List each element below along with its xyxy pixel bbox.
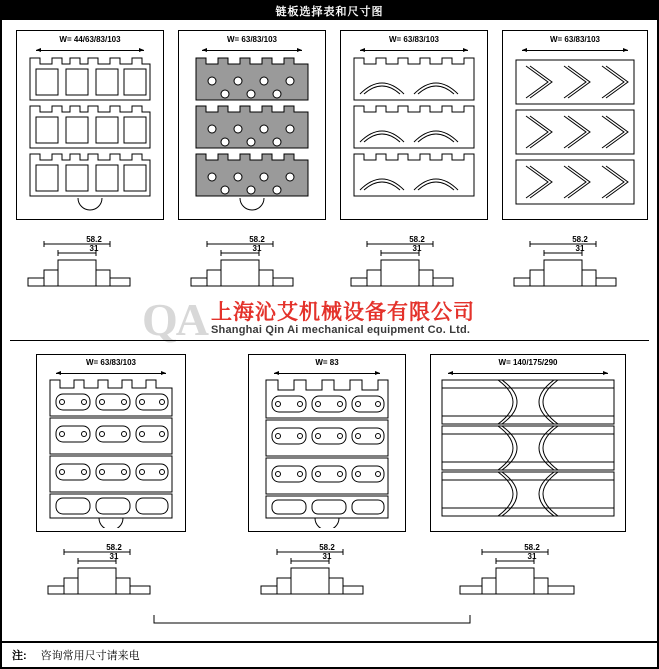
mid-divider	[10, 340, 649, 341]
section-7-inner-dim: 31	[527, 552, 537, 561]
note-bar	[2, 641, 657, 667]
logo-company-en: Shanghai Qin Ai mechanical equipment Co. Ltd.	[211, 324, 471, 337]
logo-company-cn: 上海沁艾机械设备有限公司	[211, 301, 475, 325]
section-6-outer-dim: 58.2	[319, 543, 335, 552]
panel-7-width-label: W= 140/175/290	[498, 358, 558, 367]
chain-drawing-4	[512, 54, 638, 212]
panel-5-width-label: W= 63/83/103	[85, 358, 137, 367]
group-brace	[152, 614, 472, 626]
section-1-inner-dim: 31	[89, 244, 99, 253]
section-1-outer-dim: 58.2	[86, 235, 102, 244]
section-5-outer-dim: 58.2	[106, 543, 122, 552]
section-2-inner-dim: 31	[252, 244, 262, 253]
section-4-outer-dim: 58.2	[572, 235, 588, 244]
panel-3-width-label: W= 63/83/103	[388, 35, 440, 44]
panel-6-width-label: W= 83	[315, 358, 339, 367]
section-5-inner-dim: 31	[109, 552, 119, 561]
section-2-outer-dim: 58.2	[249, 235, 265, 244]
page-title	[2, 2, 657, 20]
chain-drawing-1	[26, 54, 154, 212]
section-3-inner-dim: 31	[412, 244, 422, 253]
page-title-text: 链板选择表和尺寸图	[275, 6, 384, 18]
section-6-inner-dim: 31	[322, 552, 332, 561]
chain-drawing-2	[192, 54, 312, 212]
section-3-outer-dim: 58.2	[409, 235, 425, 244]
panel-1-width-label: W= 44/63/83/103	[59, 35, 121, 44]
panel-2-width-label: W= 63/83/103	[226, 35, 278, 44]
panel-2-dimline	[202, 47, 302, 54]
note-label: 注:	[12, 650, 27, 662]
panel-4-dimline	[522, 47, 628, 54]
chain-drawing-5	[46, 376, 176, 528]
note-text: 咨询常用尺寸请来电	[40, 650, 140, 662]
section-4-inner-dim: 31	[575, 244, 585, 253]
logo-mark: QA	[142, 294, 207, 345]
panel-3-dimline	[360, 47, 468, 54]
chain-drawing-6	[260, 376, 394, 528]
chain-drawing-7	[438, 376, 618, 528]
panel-1-dimline	[36, 47, 144, 54]
panel-4-width-label: W= 63/83/103	[549, 35, 601, 44]
chain-drawing-3	[350, 54, 478, 212]
section-7-outer-dim: 58.2	[524, 543, 540, 552]
company-logo	[142, 294, 475, 345]
